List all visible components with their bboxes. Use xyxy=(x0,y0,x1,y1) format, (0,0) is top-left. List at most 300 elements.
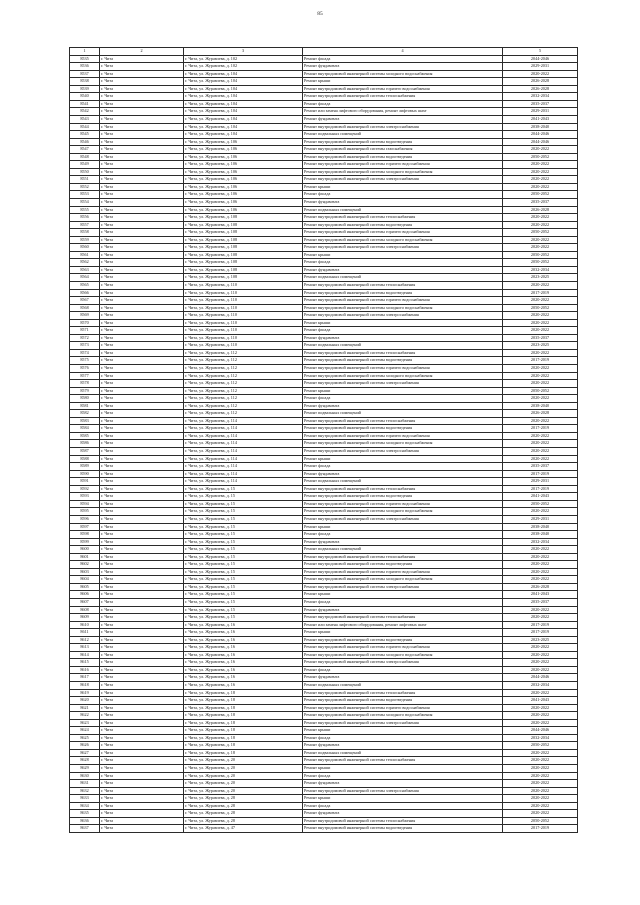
period-cell: 2020-2022 xyxy=(503,221,578,229)
address-cell: г. Чита, ул. Журавлева, д. 28 xyxy=(184,802,303,810)
municipality-cell: г. Чита xyxy=(100,674,184,682)
address-cell: г. Чита, ул. Журавлева, д. 106 xyxy=(184,191,303,199)
period-cell: 2020-2022 xyxy=(503,244,578,252)
period-cell: 2020-2022 xyxy=(503,795,578,803)
row-number: 8628 xyxy=(70,757,100,765)
period-cell: 2020-2022 xyxy=(503,802,578,810)
period-cell: 2032-2034 xyxy=(503,266,578,274)
table-row xyxy=(70,636,578,644)
table-row xyxy=(70,621,578,629)
address-cell: г. Чита, ул. Журавлева, д. 108 xyxy=(184,259,303,267)
table-row xyxy=(70,183,578,191)
municipality-cell: г. Чита xyxy=(100,644,184,652)
work-type-cell: Ремонт подвальных помещений xyxy=(303,274,503,282)
address-cell: г. Чита, ул. Журавлева, д. 20 xyxy=(184,787,303,795)
period-cell: 2050-2052 xyxy=(503,259,578,267)
address-cell: г. Чита, ул. Журавлева, д. 28 xyxy=(184,810,303,818)
table-row xyxy=(70,410,578,418)
municipality-cell: г. Чита xyxy=(100,810,184,818)
address-cell: г. Чита, ул. Журавлева, д. 15 xyxy=(184,553,303,561)
table-row xyxy=(70,274,578,282)
table-row xyxy=(70,432,578,440)
period-cell: 2044-2046 xyxy=(503,674,578,682)
table-row xyxy=(70,440,578,448)
period-cell: 2020-2022 xyxy=(503,349,578,357)
row-number: 8546 xyxy=(70,138,100,146)
address-cell: г. Чита, ул. Журавлева, д. 16 xyxy=(184,651,303,659)
table-row xyxy=(70,312,578,320)
row-number: 8600 xyxy=(70,546,100,554)
address-cell: г. Чита, ул. Журавлева, д. 108 xyxy=(184,274,303,282)
period-cell: 2020-2022 xyxy=(503,810,578,818)
period-cell: 2017-2019 xyxy=(503,485,578,493)
address-cell: г. Чита, ул. Журавлева, д. 47 xyxy=(184,825,303,833)
address-cell: г. Чита, ул. Журавлева, д. 106 xyxy=(184,198,303,206)
table-row xyxy=(70,229,578,237)
address-cell: г. Чита, ул. Журавлева, д. 114 xyxy=(184,455,303,463)
period-cell: 2023-2025 xyxy=(503,342,578,350)
period-cell: 2035-2037 xyxy=(503,598,578,606)
table-row xyxy=(70,765,578,773)
table-row xyxy=(70,55,578,63)
work-type-cell: Ремонт крыши xyxy=(303,183,503,191)
municipality-cell: г. Чита xyxy=(100,531,184,539)
period-cell: 2020-2022 xyxy=(503,644,578,652)
address-cell: г. Чита, ул. Журавлева, д. 106 xyxy=(184,206,303,214)
row-number: 8539 xyxy=(70,85,100,93)
work-type-cell: Ремонт внутридомовой инженерной системы электроснабжения xyxy=(303,719,503,727)
work-type-cell: Ремонт внутридомовой инженерной системы электроснабжения xyxy=(303,176,503,184)
work-type-cell: Ремонт подвальных помещений xyxy=(303,546,503,554)
address-cell: г. Чита, ул. Журавлева, д. 102 xyxy=(184,55,303,63)
period-cell: 2020-2022 xyxy=(503,417,578,425)
table-row xyxy=(70,493,578,501)
municipality-cell: г. Чита xyxy=(100,591,184,599)
table-row xyxy=(70,455,578,463)
work-type-cell: Ремонт фасада xyxy=(303,395,503,403)
period-cell: 2050-2052 xyxy=(503,387,578,395)
municipality-cell: г. Чита xyxy=(100,606,184,614)
address-cell: г. Чита, ул. Журавлева, д. 18 xyxy=(184,712,303,720)
period-cell: 2020-2022 xyxy=(503,455,578,463)
period-cell: 2017-2019 xyxy=(503,289,578,297)
work-type-cell: Ремонт внутридомовой инженерной системы теплоснабжения xyxy=(303,349,503,357)
row-number: 8550 xyxy=(70,168,100,176)
address-cell: г. Чита, ул. Журавлева, д. 112 xyxy=(184,395,303,403)
table-row xyxy=(70,531,578,539)
work-type-cell: Ремонт внутридомовой инженерной системы теплоснабжения xyxy=(303,817,503,825)
row-number: 8634 xyxy=(70,802,100,810)
row-number: 8633 xyxy=(70,795,100,803)
work-type-cell: Ремонт крыши xyxy=(303,523,503,531)
table-row xyxy=(70,591,578,599)
period-cell: 2041-2043 xyxy=(503,493,578,501)
address-cell: г. Чита, ул. Журавлева, д. 114 xyxy=(184,478,303,486)
address-cell: г. Чита, ул. Журавлева, д. 110 xyxy=(184,312,303,320)
table-row xyxy=(70,583,578,591)
municipality-cell: г. Чита xyxy=(100,198,184,206)
row-number: 8636 xyxy=(70,817,100,825)
table-row xyxy=(70,115,578,123)
address-cell: г. Чита, ул. Журавлева, д. 112 xyxy=(184,380,303,388)
period-cell: 2020-2022 xyxy=(503,576,578,584)
work-type-cell: Ремонт внутридомовой инженерной системы теплоснабжения xyxy=(303,689,503,697)
period-cell: 2032-2034 xyxy=(503,734,578,742)
table-row xyxy=(70,153,578,161)
municipality-cell: г. Чита xyxy=(100,727,184,735)
row-number: 8631 xyxy=(70,780,100,788)
municipality-cell: г. Чита xyxy=(100,259,184,267)
work-type-cell: Ремонт внутридомовой инженерной системы горячего водоснабжения xyxy=(303,644,503,652)
municipality-cell: г. Чита xyxy=(100,229,184,237)
address-cell: г. Чита, ул. Журавлева, д. 114 xyxy=(184,432,303,440)
municipality-cell: г. Чита xyxy=(100,357,184,365)
municipality-cell: г. Чита xyxy=(100,327,184,335)
address-cell: г. Чита, ул. Журавлева, д. 108 xyxy=(184,214,303,222)
municipality-cell: г. Чита xyxy=(100,470,184,478)
municipality-cell: г. Чита xyxy=(100,523,184,531)
municipality-cell: г. Чита xyxy=(100,515,184,523)
work-type-cell: Ремонт фасада xyxy=(303,259,503,267)
period-cell: 2020-2022 xyxy=(503,553,578,561)
period-cell: 2020-2022 xyxy=(503,214,578,222)
table-row xyxy=(70,598,578,606)
period-cell: 2020-2022 xyxy=(503,176,578,184)
period-cell: 2029-2031 xyxy=(503,515,578,523)
table-row xyxy=(70,259,578,267)
work-type-cell: Ремонт или замена лифтового оборудования, ремонт лифтовых шахт xyxy=(303,621,503,629)
address-cell: г. Чита, ул. Журавлева, д. 16 xyxy=(184,636,303,644)
work-type-cell: Ремонт внутридомовой инженерной системы холодного водоснабжения xyxy=(303,236,503,244)
period-cell: 2020-2022 xyxy=(503,440,578,448)
address-cell: г. Чита, ул. Журавлева, д. 16 xyxy=(184,629,303,637)
work-type-cell: Ремонт внутридомовой инженерной системы электроснабжения xyxy=(303,448,503,456)
row-number: 8565 xyxy=(70,282,100,290)
work-type-cell: Ремонт внутридомовой инженерной системы теплоснабжения xyxy=(303,485,503,493)
work-type-cell: Ремонт фасада xyxy=(303,598,503,606)
page-number: 85 xyxy=(317,11,323,17)
address-cell: г. Чита, ул. Журавлева, д. 18 xyxy=(184,689,303,697)
header-col-5: 5 xyxy=(503,48,578,56)
row-number: 8535 xyxy=(70,55,100,63)
work-type-cell: Ремонт фасада xyxy=(303,463,503,471)
work-type-cell: Ремонт подвальных помещений xyxy=(303,749,503,757)
work-type-cell: Ремонт фасада xyxy=(303,772,503,780)
period-cell: 2050-2052 xyxy=(503,500,578,508)
municipality-cell: г. Чита xyxy=(100,712,184,720)
table-row xyxy=(70,697,578,705)
period-cell: 2017-2019 xyxy=(503,470,578,478)
period-cell: 2035-2037 xyxy=(503,100,578,108)
period-cell: 2020-2022 xyxy=(503,395,578,403)
address-cell: г. Чита, ул. Журавлева, д. 16 xyxy=(184,674,303,682)
table-row xyxy=(70,161,578,169)
row-number: 8536 xyxy=(70,63,100,71)
work-type-cell: Ремонт внутридомовой инженерной системы холодного водоснабжения xyxy=(303,304,503,312)
period-cell: 2020-2022 xyxy=(503,568,578,576)
work-type-cell: Ремонт внутридомовой инженерной системы водоотведения xyxy=(303,493,503,501)
period-cell: 2050-2052 xyxy=(503,229,578,237)
table-row xyxy=(70,289,578,297)
address-cell: г. Чита, ул. Журавлева, д. 108 xyxy=(184,244,303,252)
row-number: 8580 xyxy=(70,395,100,403)
table-row xyxy=(70,478,578,486)
work-type-cell: Ремонт внутридомовой инженерной системы водоотведения xyxy=(303,357,503,365)
table-row xyxy=(70,70,578,78)
row-number: 8593 xyxy=(70,493,100,501)
work-type-cell: Ремонт внутридомовой инженерной системы холодного водоснабжения xyxy=(303,70,503,78)
row-number: 8599 xyxy=(70,538,100,546)
table-row xyxy=(70,417,578,425)
row-number: 8587 xyxy=(70,448,100,456)
address-cell: г. Чита, ул. Журавлева, д. 15 xyxy=(184,500,303,508)
row-number: 8590 xyxy=(70,470,100,478)
address-cell: г. Чита, ул. Журавлева, д. 110 xyxy=(184,342,303,350)
row-number: 8591 xyxy=(70,478,100,486)
table-row xyxy=(70,244,578,252)
work-type-cell: Ремонт фасада xyxy=(303,191,503,199)
table-row xyxy=(70,402,578,410)
address-cell: г. Чита, ул. Журавлева, д. 20 xyxy=(184,772,303,780)
table-row xyxy=(70,206,578,214)
address-cell: г. Чита, ул. Журавлева, д. 20 xyxy=(184,757,303,765)
row-number: 8603 xyxy=(70,568,100,576)
row-number: 8637 xyxy=(70,825,100,833)
table-row xyxy=(70,236,578,244)
work-type-cell: Ремонт крыши xyxy=(303,629,503,637)
table-row xyxy=(70,538,578,546)
row-number: 8619 xyxy=(70,689,100,697)
address-cell: г. Чита, ул. Журавлева, д. 15 xyxy=(184,561,303,569)
work-type-cell: Ремонт фасада xyxy=(303,327,503,335)
municipality-cell: г. Чита xyxy=(100,417,184,425)
municipality-cell: г. Чита xyxy=(100,395,184,403)
period-cell: 2020-2022 xyxy=(503,282,578,290)
work-type-cell: Ремонт внутридомовой инженерной системы горячего водоснабжения xyxy=(303,161,503,169)
period-cell: 2017-2019 xyxy=(503,621,578,629)
period-cell: 2035-2037 xyxy=(503,463,578,471)
period-cell: 2017-2019 xyxy=(503,425,578,433)
period-cell: 2041-2043 xyxy=(503,115,578,123)
municipality-cell: г. Чита xyxy=(100,138,184,146)
work-type-cell: Ремонт внутридомовой инженерной системы холодного водоснабжения xyxy=(303,651,503,659)
table-header xyxy=(70,48,578,56)
table-row xyxy=(70,508,578,516)
row-number: 8588 xyxy=(70,455,100,463)
work-type-cell: Ремонт крыши xyxy=(303,251,503,259)
municipality-cell: г. Чита xyxy=(100,425,184,433)
period-cell: 2017-2019 xyxy=(503,629,578,637)
municipality-cell: г. Чита xyxy=(100,244,184,252)
row-number: 8622 xyxy=(70,712,100,720)
work-type-cell: Ремонт фундамента xyxy=(303,674,503,682)
period-cell: 2020-2022 xyxy=(503,651,578,659)
municipality-cell: г. Чита xyxy=(100,614,184,622)
header-row xyxy=(70,48,578,56)
work-type-cell: Ремонт или замена лифтового оборудования, ремонт лифтовых шахт xyxy=(303,108,503,116)
row-number: 8569 xyxy=(70,312,100,320)
work-type-cell: Ремонт внутридомовой инженерной системы горячего водоснабжения xyxy=(303,297,503,305)
row-number: 8547 xyxy=(70,146,100,154)
municipality-cell: г. Чита xyxy=(100,455,184,463)
municipality-cell: г. Чита xyxy=(100,221,184,229)
period-cell: 2020-2022 xyxy=(503,508,578,516)
municipality-cell: г. Чита xyxy=(100,312,184,320)
table-row xyxy=(70,523,578,531)
table-row xyxy=(70,704,578,712)
table-row xyxy=(70,319,578,327)
work-type-cell: Ремонт крыши xyxy=(303,795,503,803)
work-type-cell: Ремонт внутридомовой инженерной системы водоотведения xyxy=(303,289,503,297)
table-row xyxy=(70,78,578,86)
municipality-cell: г. Чита xyxy=(100,161,184,169)
municipality-cell: г. Чита xyxy=(100,176,184,184)
work-type-cell: Ремонт фундамента xyxy=(303,538,503,546)
row-number: 8611 xyxy=(70,629,100,637)
row-number: 8589 xyxy=(70,463,100,471)
period-cell: 2020-2022 xyxy=(503,787,578,795)
table-row xyxy=(70,365,578,373)
table-row xyxy=(70,191,578,199)
table-row xyxy=(70,576,578,584)
address-cell: г. Чита, ул. Журавлева, д. 112 xyxy=(184,365,303,373)
municipality-cell: г. Чита xyxy=(100,629,184,637)
address-cell: г. Чита, ул. Журавлева, д. 15 xyxy=(184,591,303,599)
table-row xyxy=(70,719,578,727)
work-type-cell: Ремонт подвальных помещений xyxy=(303,681,503,689)
table-row xyxy=(70,198,578,206)
period-cell: 2020-2022 xyxy=(503,666,578,674)
address-cell: г. Чита, ул. Журавлева, д. 110 xyxy=(184,304,303,312)
row-number: 8604 xyxy=(70,576,100,584)
address-cell: г. Чита, ул. Журавлева, д. 106 xyxy=(184,153,303,161)
row-number: 8585 xyxy=(70,432,100,440)
municipality-cell: г. Чита xyxy=(100,380,184,388)
municipality-cell: г. Чита xyxy=(100,432,184,440)
period-cell: 2020-2022 xyxy=(503,146,578,154)
work-type-cell: Ремонт внутридомовой инженерной системы электроснабжения xyxy=(303,515,503,523)
work-type-cell: Ремонт фундамента xyxy=(303,780,503,788)
work-type-cell: Ремонт внутридомовой инженерной системы горячего водоснабжения xyxy=(303,704,503,712)
period-cell: 2020-2022 xyxy=(503,183,578,191)
municipality-cell: г. Чита xyxy=(100,583,184,591)
work-type-cell: Ремонт фундамента xyxy=(303,334,503,342)
address-cell: г. Чита, ул. Журавлева, д. 18 xyxy=(184,734,303,742)
municipality-cell: г. Чита xyxy=(100,576,184,584)
row-number: 8560 xyxy=(70,244,100,252)
address-cell: г. Чита, ул. Журавлева, д. 28 xyxy=(184,795,303,803)
address-cell: г. Чита, ул. Журавлева, д. 18 xyxy=(184,719,303,727)
municipality-cell: г. Чита xyxy=(100,78,184,86)
row-number: 8577 xyxy=(70,372,100,380)
municipality-cell: г. Чита xyxy=(100,63,184,71)
row-number: 8564 xyxy=(70,274,100,282)
address-cell: г. Чита, ул. Журавлева, д. 104 xyxy=(184,85,303,93)
work-type-cell: Ремонт внутридомовой инженерной системы холодного водоснабжения xyxy=(303,440,503,448)
table-row xyxy=(70,817,578,825)
period-cell: 2035-2037 xyxy=(503,334,578,342)
work-type-cell: Ремонт внутридомовой инженерной системы водоотведения xyxy=(303,153,503,161)
row-number: 8630 xyxy=(70,772,100,780)
address-cell: г. Чита, ул. Журавлева, д. 15 xyxy=(184,606,303,614)
period-cell: 2020-2022 xyxy=(503,365,578,373)
municipality-cell: г. Чита xyxy=(100,115,184,123)
table-row xyxy=(70,251,578,259)
table-row xyxy=(70,387,578,395)
header-col-2: 2 xyxy=(100,48,184,56)
address-cell: г. Чита, ул. Журавлева, д. 15 xyxy=(184,583,303,591)
capital-repair-schedule-table xyxy=(69,47,578,833)
table-row xyxy=(70,757,578,765)
row-number: 8616 xyxy=(70,666,100,674)
municipality-cell: г. Чита xyxy=(100,297,184,305)
header-col-3: 3 xyxy=(184,48,303,56)
period-cell: 2050-2052 xyxy=(503,191,578,199)
row-number: 8627 xyxy=(70,749,100,757)
address-cell: г. Чита, ул. Журавлева, д. 104 xyxy=(184,108,303,116)
address-cell: г. Чита, ул. Журавлева, д. 16 xyxy=(184,666,303,674)
row-number: 8626 xyxy=(70,742,100,750)
period-cell: 2020-2022 xyxy=(503,297,578,305)
work-type-cell: Ремонт крыши xyxy=(303,765,503,773)
municipality-cell: г. Чита xyxy=(100,742,184,750)
address-cell: г. Чита, ул. Журавлева, д. 15 xyxy=(184,493,303,501)
municipality-cell: г. Чита xyxy=(100,214,184,222)
municipality-cell: г. Чита xyxy=(100,334,184,342)
work-type-cell: Ремонт крыши xyxy=(303,387,503,395)
table-row xyxy=(70,146,578,154)
period-cell: 2020-2022 xyxy=(503,749,578,757)
table-row xyxy=(70,644,578,652)
period-cell: 2026-2028 xyxy=(503,583,578,591)
period-cell: 2020-2022 xyxy=(503,712,578,720)
row-number: 8623 xyxy=(70,719,100,727)
work-type-cell: Ремонт фасада xyxy=(303,666,503,674)
municipality-cell: г. Чита xyxy=(100,183,184,191)
table-row xyxy=(70,380,578,388)
work-type-cell: Ремонт фундамента xyxy=(303,742,503,750)
row-number: 8629 xyxy=(70,765,100,773)
table-row xyxy=(70,810,578,818)
period-cell: 2029-2031 xyxy=(503,478,578,486)
table-row xyxy=(70,448,578,456)
row-number: 8555 xyxy=(70,206,100,214)
municipality-cell: г. Чита xyxy=(100,817,184,825)
table-row xyxy=(70,85,578,93)
municipality-cell: г. Чита xyxy=(100,681,184,689)
row-number: 8567 xyxy=(70,297,100,305)
address-cell: г. Чита, ул. Журавлева, д. 15 xyxy=(184,598,303,606)
work-type-cell: Ремонт крыши xyxy=(303,78,503,86)
municipality-cell: г. Чита xyxy=(100,825,184,833)
table-row xyxy=(70,63,578,71)
period-cell: 2020-2022 xyxy=(503,546,578,554)
row-number: 8605 xyxy=(70,583,100,591)
period-cell: 2050-2052 xyxy=(503,304,578,312)
address-cell: г. Чита, ул. Журавлева, д. 15 xyxy=(184,568,303,576)
work-type-cell: Ремонт внутридомовой инженерной системы теплоснабжения xyxy=(303,93,503,101)
address-cell: г. Чита, ул. Журавлева, д. 15 xyxy=(184,485,303,493)
municipality-cell: г. Чита xyxy=(100,493,184,501)
period-cell: 2020-2022 xyxy=(503,561,578,569)
table-row xyxy=(70,100,578,108)
header-col-4: 4 xyxy=(303,48,503,56)
address-cell: г. Чита, ул. Журавлева, д. 106 xyxy=(184,138,303,146)
row-number: 8566 xyxy=(70,289,100,297)
period-cell: 2020-2022 xyxy=(503,161,578,169)
address-cell: г. Чита, ул. Журавлева, д. 112 xyxy=(184,349,303,357)
row-number: 8553 xyxy=(70,191,100,199)
